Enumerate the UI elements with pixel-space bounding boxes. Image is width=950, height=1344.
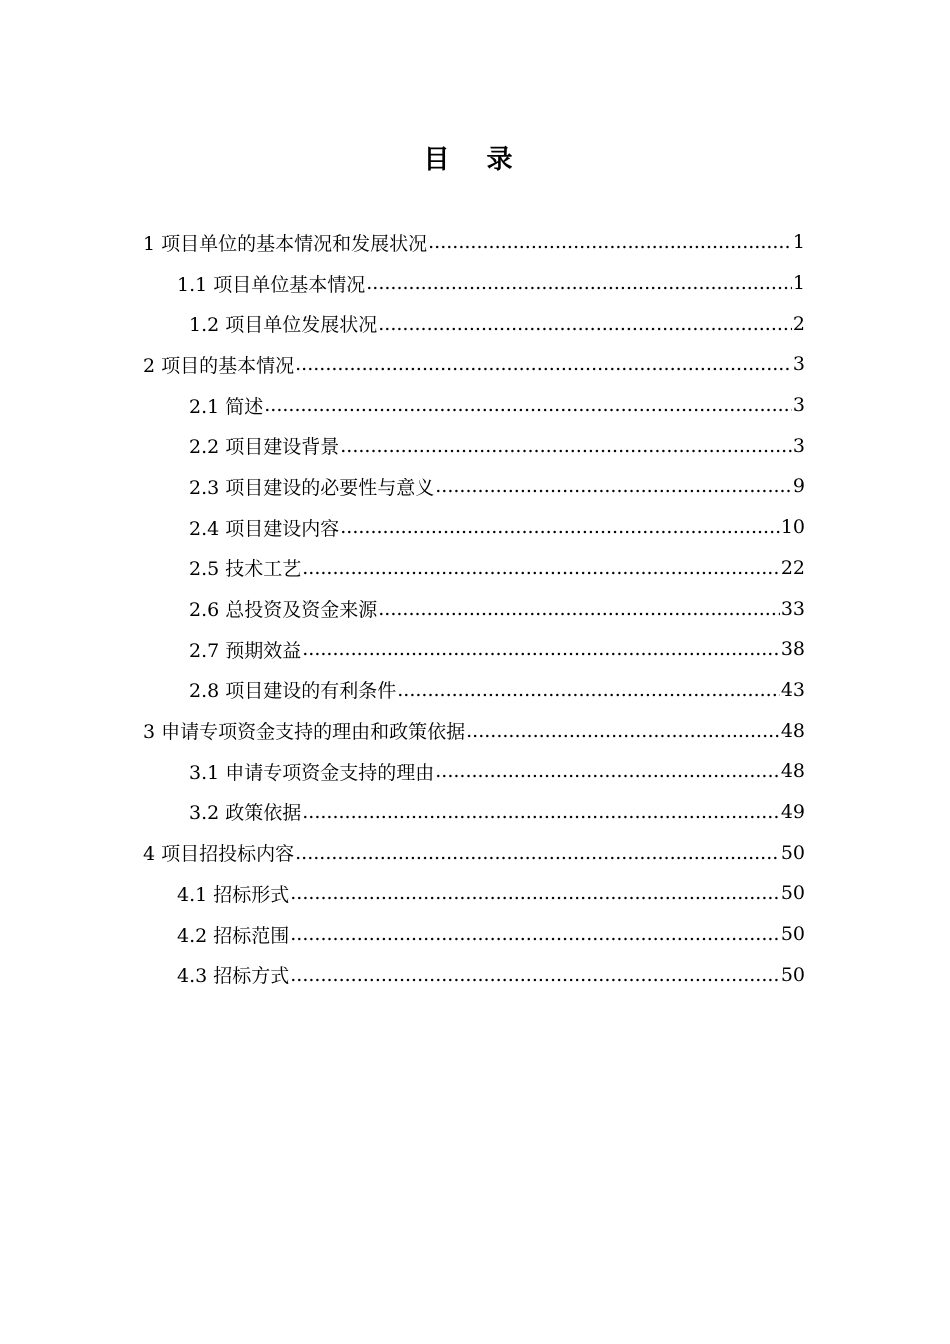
toc-entry[interactable]	[0, 751, 950, 792]
toc-entry-page-number: 48	[780, 760, 805, 783]
toc-entry-page-number: 3	[792, 434, 805, 457]
toc-dot-leader	[302, 801, 780, 823]
toc-entry-label: 3.2 政策依据	[189, 802, 302, 825]
toc-entry[interactable]	[0, 385, 950, 426]
toc-entry-page-number: 3	[792, 394, 805, 417]
toc-entry[interactable]	[0, 425, 950, 466]
toc-entry-page-number: 50	[780, 963, 805, 986]
toc-entry[interactable]	[0, 466, 950, 507]
toc-dot-leader	[378, 313, 792, 335]
toc-entry[interactable]	[0, 548, 950, 589]
toc-entry[interactable]	[0, 303, 950, 344]
toc-dot-leader	[295, 842, 780, 864]
toc-dot-leader	[264, 394, 792, 416]
toc-entry-label: 4.2 招标范围	[177, 924, 290, 947]
toc-dot-leader	[397, 679, 780, 701]
toc-dot-leader	[290, 964, 780, 986]
toc-entry-label: 2.8 项目建设的有利条件	[189, 680, 397, 703]
toc-entry-label: 4.3 招标方式	[177, 965, 290, 988]
toc-entry-label: 1.1 项目单位基本情况	[177, 273, 366, 296]
toc-entry[interactable]	[0, 263, 950, 304]
toc-dot-leader	[428, 231, 792, 253]
toc-dot-leader	[290, 923, 780, 945]
toc-entry[interactable]	[0, 344, 950, 385]
toc-entry-label: 4.1 招标形式	[177, 883, 290, 906]
toc-entry[interactable]	[0, 954, 950, 995]
toc-dot-leader	[378, 598, 780, 620]
toc-dot-leader	[435, 475, 792, 497]
toc-entry-page-number: 10	[780, 516, 805, 539]
toc-dot-leader	[366, 272, 792, 294]
toc-entry-label: 2 项目的基本情况	[143, 354, 295, 377]
toc-entry[interactable]	[0, 670, 950, 711]
toc-entry-page-number: 2	[792, 312, 805, 335]
toc-entry-label: 2.5 技术工艺	[189, 558, 302, 581]
toc-entry-page-number: 38	[780, 638, 805, 661]
toc-entry[interactable]	[0, 507, 950, 548]
toc-dot-leader	[340, 435, 792, 457]
page-title: 目 录	[423, 145, 527, 175]
toc-entry-page-number: 1	[792, 231, 805, 254]
toc-entry[interactable]	[0, 832, 950, 873]
toc-dot-leader	[435, 760, 780, 782]
toc-entry-page-number: 9	[792, 475, 805, 498]
toc-entry-label: 2.3 项目建设的必要性与意义	[189, 476, 435, 499]
toc-entry-label: 3.1 申请专项资金支持的理由	[189, 761, 435, 784]
toc-entry-page-number: 50	[780, 841, 805, 864]
toc-dot-leader	[302, 638, 780, 660]
toc-entry-page-number: 48	[780, 719, 805, 742]
toc-entry-page-number: 50	[780, 923, 805, 946]
toc-entry-label: 2.1 简述	[189, 395, 264, 418]
toc-entry[interactable]	[0, 792, 950, 833]
toc-entry[interactable]	[0, 629, 950, 670]
toc-entry-label: 2.2 项目建设背景	[189, 436, 340, 459]
toc-entry[interactable]	[0, 873, 950, 914]
toc-entry-label: 1 项目单位的基本情况和发展状况	[143, 232, 428, 255]
toc-entry-page-number: 1	[792, 272, 805, 295]
toc-entry-page-number: 22	[780, 556, 805, 579]
toc-entry-label: 4 项目招投标内容	[143, 843, 295, 866]
toc-entry-label: 2.4 项目建设内容	[189, 517, 340, 540]
toc-entry[interactable]	[0, 710, 950, 751]
toc-entry[interactable]	[0, 588, 950, 629]
toc-dot-leader	[340, 516, 780, 538]
table-of-contents	[0, 222, 950, 995]
toc-dot-leader	[290, 882, 780, 904]
toc-dot-leader	[466, 720, 780, 742]
toc-entry-label: 2.7 预期效益	[189, 639, 302, 662]
toc-entry-page-number: 43	[780, 678, 805, 701]
toc-dot-leader	[295, 353, 792, 375]
toc-dot-leader	[302, 557, 780, 579]
toc-entry[interactable]	[0, 914, 950, 955]
toc-entry-page-number: 33	[780, 597, 805, 620]
toc-entry-page-number: 50	[780, 882, 805, 905]
toc-entry-label: 3 申请专项资金支持的理由和政策依据	[143, 721, 466, 744]
toc-entry[interactable]	[0, 222, 950, 263]
toc-entry-page-number: 49	[780, 800, 805, 823]
toc-entry-page-number: 3	[792, 353, 805, 376]
toc-entry-label: 2.6 总投资及资金来源	[189, 599, 378, 622]
toc-entry-label: 1.2 项目单位发展状况	[189, 314, 378, 337]
